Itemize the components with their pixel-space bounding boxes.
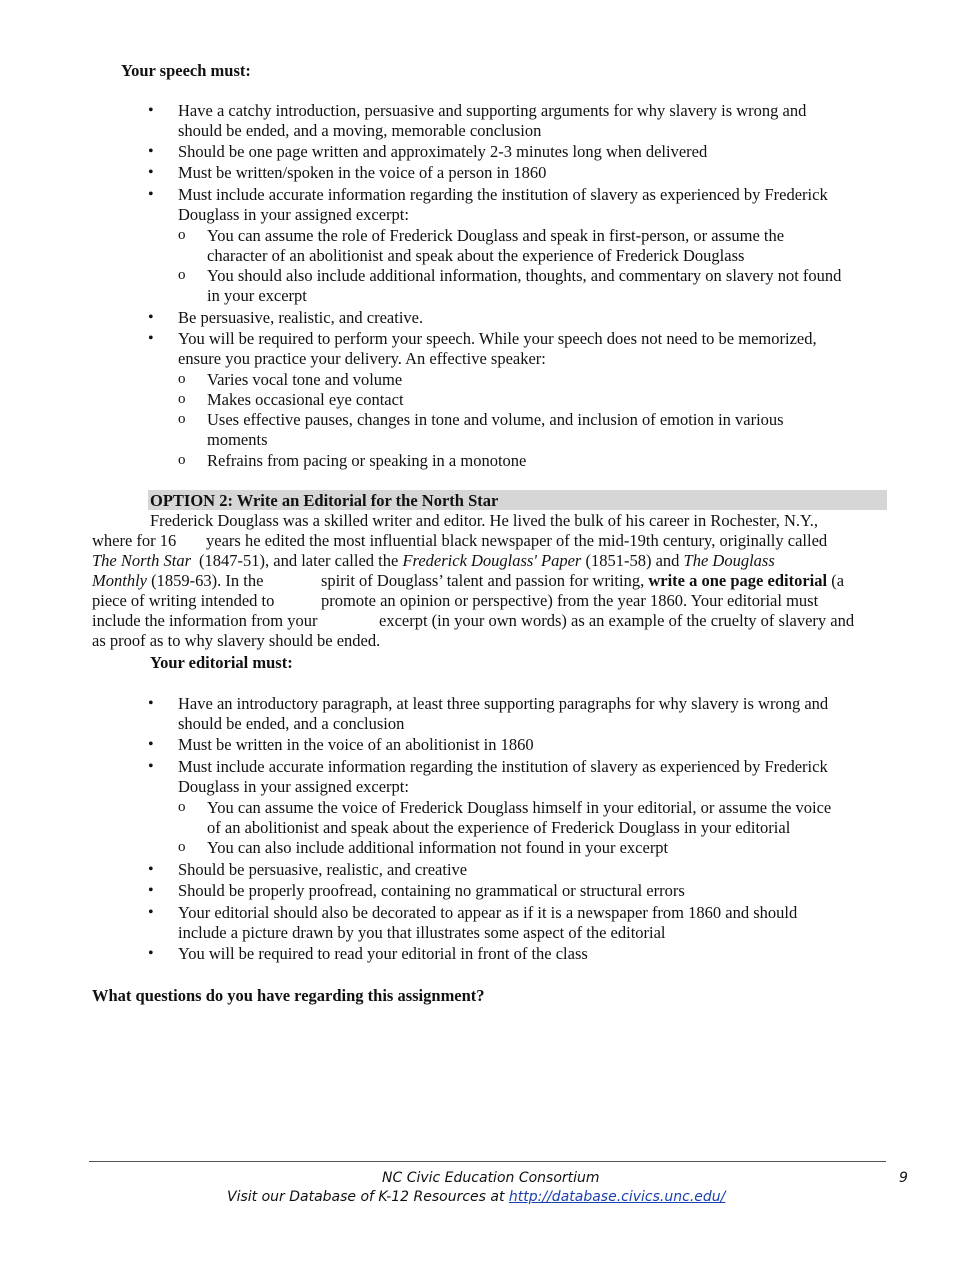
- option2-para-text: spirit of Douglass’ talent and passion for writing,: [321, 571, 645, 590]
- bullet-icon: •: [148, 904, 154, 921]
- speaker-sub-2: Makes occasional eye contact: [207, 390, 404, 409]
- circle-bullet-icon: o: [178, 452, 186, 468]
- editorial-sub-1-line-2: of an abolitionist and speak about the experience of Frederick Douglass in your editorial: [207, 818, 791, 837]
- circle-bullet-icon: o: [178, 267, 186, 283]
- editorial-sub-2: You can also include additional information not found in your excerpt: [207, 838, 669, 857]
- douglass-paper-title: Frederick Douglass' Paper: [402, 551, 582, 570]
- option2-para-line-3: [92, 551, 775, 571]
- option2-para-text: (1847-51), and later called the: [199, 551, 399, 570]
- speaker-sub-4: Refrains from pacing or speaking in a monotone: [207, 451, 527, 470]
- speech-sub-1-line-2: character of an abolitionist and speak about the experience of Frederick Douglass: [207, 246, 745, 265]
- editorial-sub-1-line-1: You can assume the voice of Frederick Douglass himself in your editorial, or assume the voice: [207, 798, 832, 817]
- page-number: 9: [899, 1170, 908, 1186]
- bullet-icon: •: [148, 164, 154, 181]
- bullet-icon: •: [148, 143, 154, 160]
- speech-item-5: Be persuasive, realistic, and creative.: [178, 308, 424, 327]
- option2-para-line-2b: years he edited the most influential black newspaper of the mid-19th century, originally called: [206, 531, 828, 550]
- bullet-icon: •: [148, 861, 154, 878]
- footer-database-link[interactable]: http://database.civics.unc.edu/: [508, 1189, 726, 1205]
- footer-divider: [89, 1161, 886, 1162]
- speech-sub-2-line-1: You should also include additional information, thoughts, and commentary on slavery not found: [207, 266, 842, 285]
- editorial-item-1-line-1: Have an introductory paragraph, at least three supporting paragraphs for why slavery is wrong and: [178, 694, 829, 713]
- speech-item-1-line-1: Have a catchy introduction, persuasive and supporting arguments for why slavery is wrong and: [178, 101, 807, 120]
- speech-item-6-line-2: ensure you practice your delivery. An effective speaker:: [178, 349, 546, 368]
- speaker-sub-1: Varies vocal tone and volume: [207, 370, 403, 389]
- bullet-icon: •: [148, 102, 154, 119]
- bullet-icon: •: [148, 695, 154, 712]
- option2-para-text: (a: [831, 571, 845, 590]
- speaker-sub-3-line-1: Uses effective pauses, changes in tone and volume, and inclusion of emotion in various: [207, 410, 784, 429]
- option2-para-text: (1859-63). In the: [151, 571, 264, 590]
- option2-para-line-5a: piece of writing intended to: [92, 591, 275, 610]
- speech-item-1-line-2: should be ended, and a moving, memorable conclusion: [178, 121, 542, 140]
- speech-item-4-line-1: Must include accurate information regarding the institution of slavery as experienced by Frederick: [178, 185, 828, 204]
- speech-sub-1-line-1: You can assume the role of Frederick Douglass and speak in first-person, or assume the: [207, 226, 785, 245]
- footer-visit-text: Visit our Database of K-12 Resources at: [227, 1189, 509, 1205]
- circle-bullet-icon: o: [178, 227, 186, 243]
- bullet-icon: •: [148, 758, 154, 775]
- option2-para-line-1: Frederick Douglass was a skilled writer and editor. He lived the bulk of his career in Rochester, N.Y.,: [150, 511, 819, 530]
- editorial-item-5: Should be properly proofread, containing no grammatical or structural errors: [178, 881, 685, 900]
- bullet-icon: •: [148, 945, 154, 962]
- footer-org: NC Civic Education Consortium: [382, 1170, 600, 1186]
- bullet-icon: •: [148, 882, 154, 899]
- option2-title: OPTION 2: Write an Editorial for the North Star: [150, 491, 499, 510]
- circle-bullet-icon: o: [178, 799, 186, 815]
- speech-item-4-line-2: Douglass in your assigned excerpt:: [178, 205, 409, 224]
- editorial-item-1-line-2: should be ended, and a conclusion: [178, 714, 405, 733]
- bullet-icon: •: [148, 309, 154, 326]
- bullet-icon: •: [148, 186, 154, 203]
- editorial-item-6-line-1: Your editorial should also be decorated to appear as if it is a newspaper from 1860 and should: [178, 903, 798, 922]
- speech-item-3: Must be written/spoken in the voice of a person in 1860: [178, 163, 547, 182]
- north-star-title: The North Star: [92, 551, 192, 570]
- speech-sub-2-line-2: in your excerpt: [207, 286, 307, 305]
- editorial-heading: Your editorial must:: [150, 653, 293, 672]
- footer-visit-line: [227, 1189, 725, 1205]
- editorial-item-3-line-2: Douglass in your assigned excerpt:: [178, 777, 409, 796]
- circle-bullet-icon: o: [178, 839, 186, 855]
- circle-bullet-icon: o: [178, 411, 186, 427]
- editorial-item-6-line-2: include a picture drawn by you that illustrates some aspect of the editorial: [178, 923, 666, 942]
- option2-para-line-4b: [321, 571, 844, 591]
- bullet-icon: •: [148, 330, 154, 347]
- speech-item-6-line-1: You will be required to perform your speech. While your speech does not need to be memorized,: [178, 329, 817, 348]
- editorial-item-7: You will be required to read your editorial in front of the class: [178, 944, 588, 963]
- monthly-title: Monthly: [92, 571, 147, 590]
- option2-para-line-4a: [92, 571, 263, 591]
- questions-heading: What questions do you have regarding this assignment?: [92, 986, 485, 1005]
- bullet-icon: •: [148, 736, 154, 753]
- editorial-item-2: Must be written in the voice of an abolitionist in 1860: [178, 735, 534, 754]
- option2-para-line-7: as proof as to why slavery should be ended.: [92, 631, 381, 650]
- circle-bullet-icon: o: [178, 371, 186, 387]
- speech-item-2: Should be one page written and approximately 2-3 minutes long when delivered: [178, 142, 708, 161]
- option2-para-line-6b: excerpt (in your own words) as an example of the cruelty of slavery and: [379, 611, 855, 630]
- circle-bullet-icon: o: [178, 391, 186, 407]
- editorial-emphasis: write a one page editorial: [648, 571, 828, 590]
- editorial-item-4: Should be persuasive, realistic, and creative: [178, 860, 468, 879]
- editorial-item-3-line-1: Must include accurate information regarding the institution of slavery as experienced by Frederick: [178, 757, 828, 776]
- option2-para-line-2a: where for 16: [92, 531, 177, 550]
- option2-para-line-6a: include the information from your: [92, 611, 318, 630]
- option2-para-text: (1851-58) and: [585, 551, 680, 570]
- option2-para-line-5b: promote an opinion or perspective) from the year 1860. Your editorial must: [321, 591, 819, 610]
- speaker-sub-3-line-2: moments: [207, 430, 268, 449]
- speech-heading: Your speech must:: [121, 61, 251, 80]
- douglass-monthly-title: The Douglass: [683, 551, 775, 570]
